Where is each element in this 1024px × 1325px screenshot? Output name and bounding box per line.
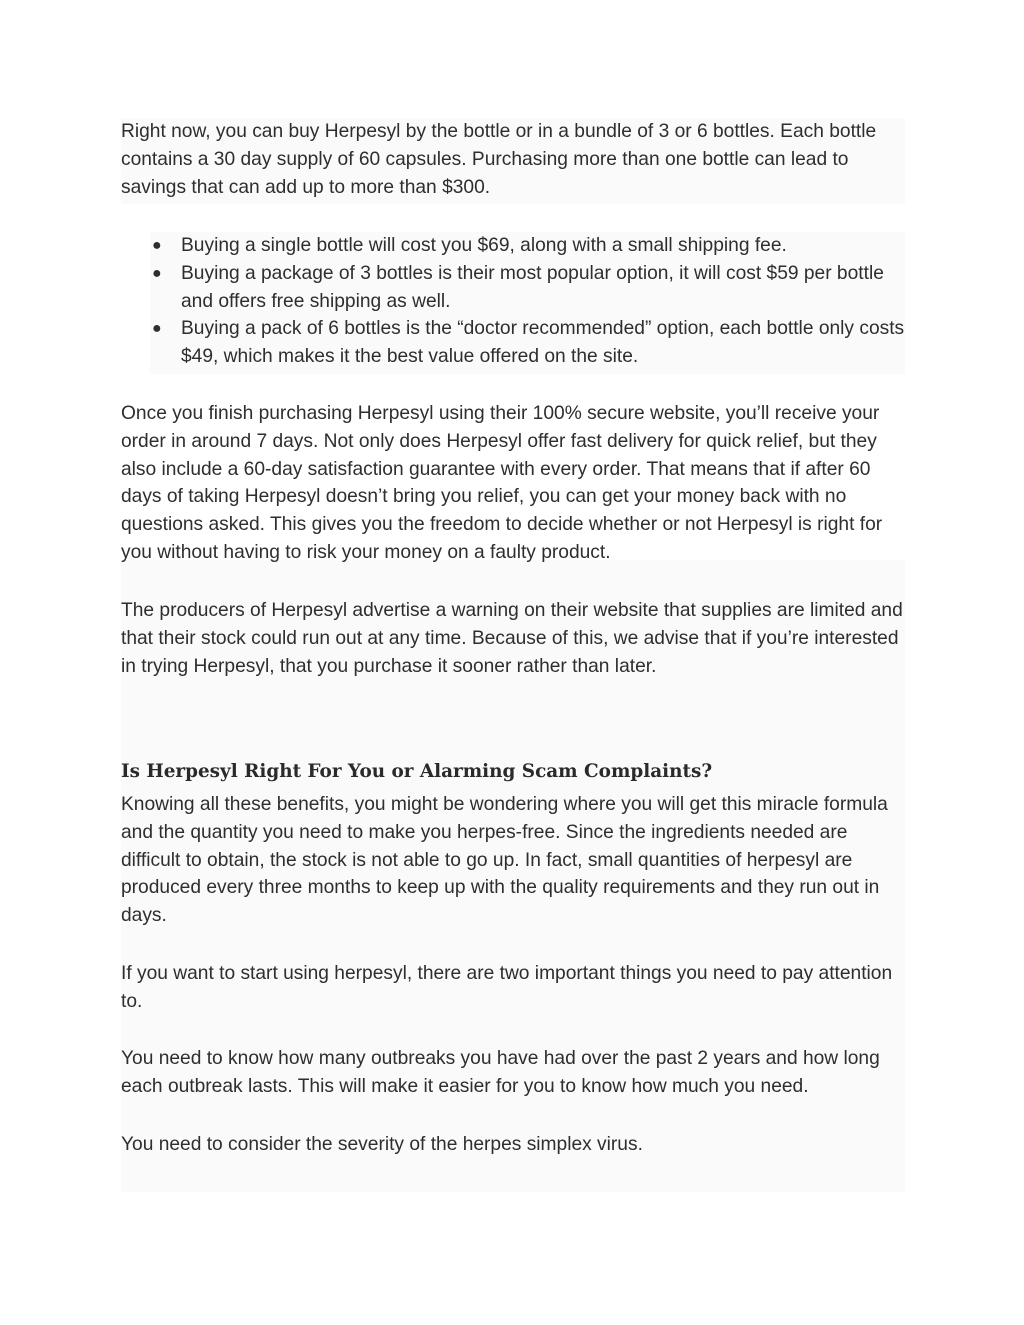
list-item	[121, 232, 911, 260]
list-item-text: Buying a single bottle will cost you $69, along with a small shipping fee.	[181, 235, 787, 256]
severity-paragraph: You need to consider the severity of the herpes simplex virus.	[121, 1134, 643, 1155]
bullet-icon: ●	[152, 237, 162, 254]
bullet-icon: ●	[152, 264, 162, 282]
knowing-paragraph: Knowing all these benefits, you might be wondering where you will get this miracle formula and the quantity you need to make you herpes-free. Since the ingredients needed are difficult to obtain, the stock is not able to go up. In fact, small quantities of herpesyl are produced every three months to keep up with the quality requirements and they run out in days.	[121, 794, 888, 927]
purchase-paragraph: Once you finish purchasing Herpesyl using their 100% secure website, you’ll receive your order in around 7 days. Not only does Herpesyl offer fast delivery for quick relief, but they also include a 60-day satisfaction guarantee with every order. That means that if after 60 days of taking Herpesyl doesn’t bring you relief, you can get your money back with no questions asked. This gives you the freedom to decide whether or not Herpesyl is right for you without having to risk your money on a faulty product.	[121, 403, 883, 563]
intro-paragraph: Right now, you can buy Herpesyl by the bottle or in a bundle of 3 or 6 bottles. Each bottle contains a 30 day supply of 60 capsules. Purchasing more than one bottle can lead to savings that can add up to more than $300.	[121, 121, 877, 198]
list-item-text: Buying a package of 3 bottles is their most popular option, it will cost $59 per bottle and offers free shipping as well.	[181, 262, 884, 312]
start-paragraph: If you want to start using herpesyl, there are two important things you need to pay attention to.	[121, 963, 893, 1012]
warning-paragraph: The producers of Herpesyl advertise a warning on their website that supplies are limited and that their stock could run out at any time. Because of this, we advise that if you’re interested in trying Herpesyl, that you purchase it sooner rather than later.	[121, 600, 903, 677]
list-item	[121, 315, 911, 371]
outbreaks-paragraph: You need to know how many outbreaks you have had over the past 2 years and how long each outbreak lasts. This will make it easier for you to know how much you need.	[121, 1048, 880, 1097]
bullet-icon: ●	[152, 320, 162, 338]
price-bullet-list	[121, 232, 911, 371]
list-item-text: Buying a pack of 6 bottles is the “doctor recommended” option, each bottle only costs $49, which makes it the best value offered on the site.	[181, 318, 905, 368]
section-heading: Is Herpesyl Right For You or Alarming Scam Complaints?	[121, 761, 713, 782]
list-item	[121, 260, 911, 316]
